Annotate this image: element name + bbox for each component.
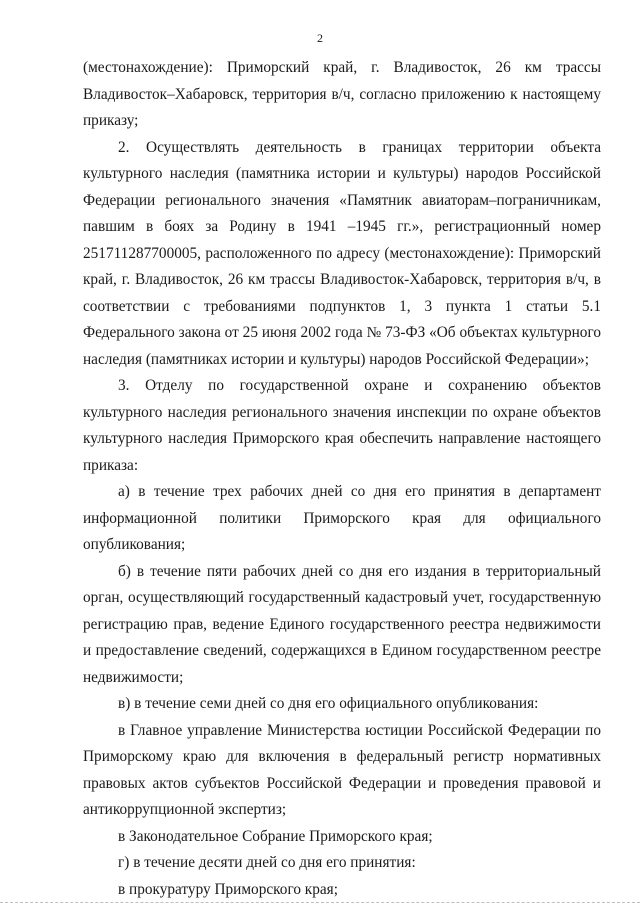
paragraph-subitem-v: в) в течение семи дней со дня его официального опубликования:	[118, 695, 539, 712]
paragraph-subitem-g: г) в течение десяти дней со дня его принятия:	[118, 854, 416, 871]
paragraph-address-continuation: (местонахождение): Приморский край, г. Владивосток, 26 км трассы Владивосток–Хабаровск, территория в/ч, согласно приложению к настоящему приказу;	[83, 59, 601, 129]
paragraph-item-2: 2. Осуществлять деятельность в границах территории объекта культурного наследия (памятника истории и культуры) народов Российской Федерации регионального значения «Памятник авиаторам–пограничникам, павшим в боях за Родину в 1941 –1945 гг.», регистрационный номер 251711287700005, расположенного по адресу (местонахождение): Приморский край, г. Владивосток, 26 км трассы Владивосток-Хабаровск, территория в/ч, в соответствии с требованиями подпунктов 1, 3 пункта 1 статьи 5.1 Федерального закона от 25 июня 2002 года № 73-ФЗ «Об объектах культурного наследия (памятниках истории и культуры) народов Российской Федерации»;	[83, 138, 601, 368]
paragraph-item-3: 3. Отделу по государственной охране и сохранению объектов культурного наследия регионального значения инспекции по охране объектов культурного наследия Приморского края обеспечить направление настоящего приказа:	[83, 377, 601, 474]
paragraph-prosecutor-office: в прокуратуру Приморского края;	[118, 880, 338, 898]
document-body	[83, 55, 601, 903]
paragraph-subitem-a: а) в течение трех рабочих дней со дня его принятия в департамент информационной политики Приморского края для официального опубликования;	[83, 483, 601, 553]
paragraph-legislative-assembly: в Законодательное Собрание Приморского края;	[118, 827, 433, 845]
page-number: 2	[317, 31, 323, 45]
paragraph-ministry-justice: в Главное управление Министерства юстиции Российской Федерации по Приморскому краю для включения в федеральный регистр нормативных правовых актов субъектов Российской Федерации и проведения правовой и антикоррупционной экспертиз;	[83, 721, 601, 818]
paragraph-subitem-b: б) в течение пяти рабочих дней со дня его издания в территориальный орган, осуществляющий государственный кадастровый учет, государственную регистрацию прав, ведение Единого государственного реестра недвижимости и предоставление сведений, содержащихся в Едином государственном реестре недвижимости;	[83, 562, 601, 686]
scan-edge-line	[0, 902, 640, 903]
